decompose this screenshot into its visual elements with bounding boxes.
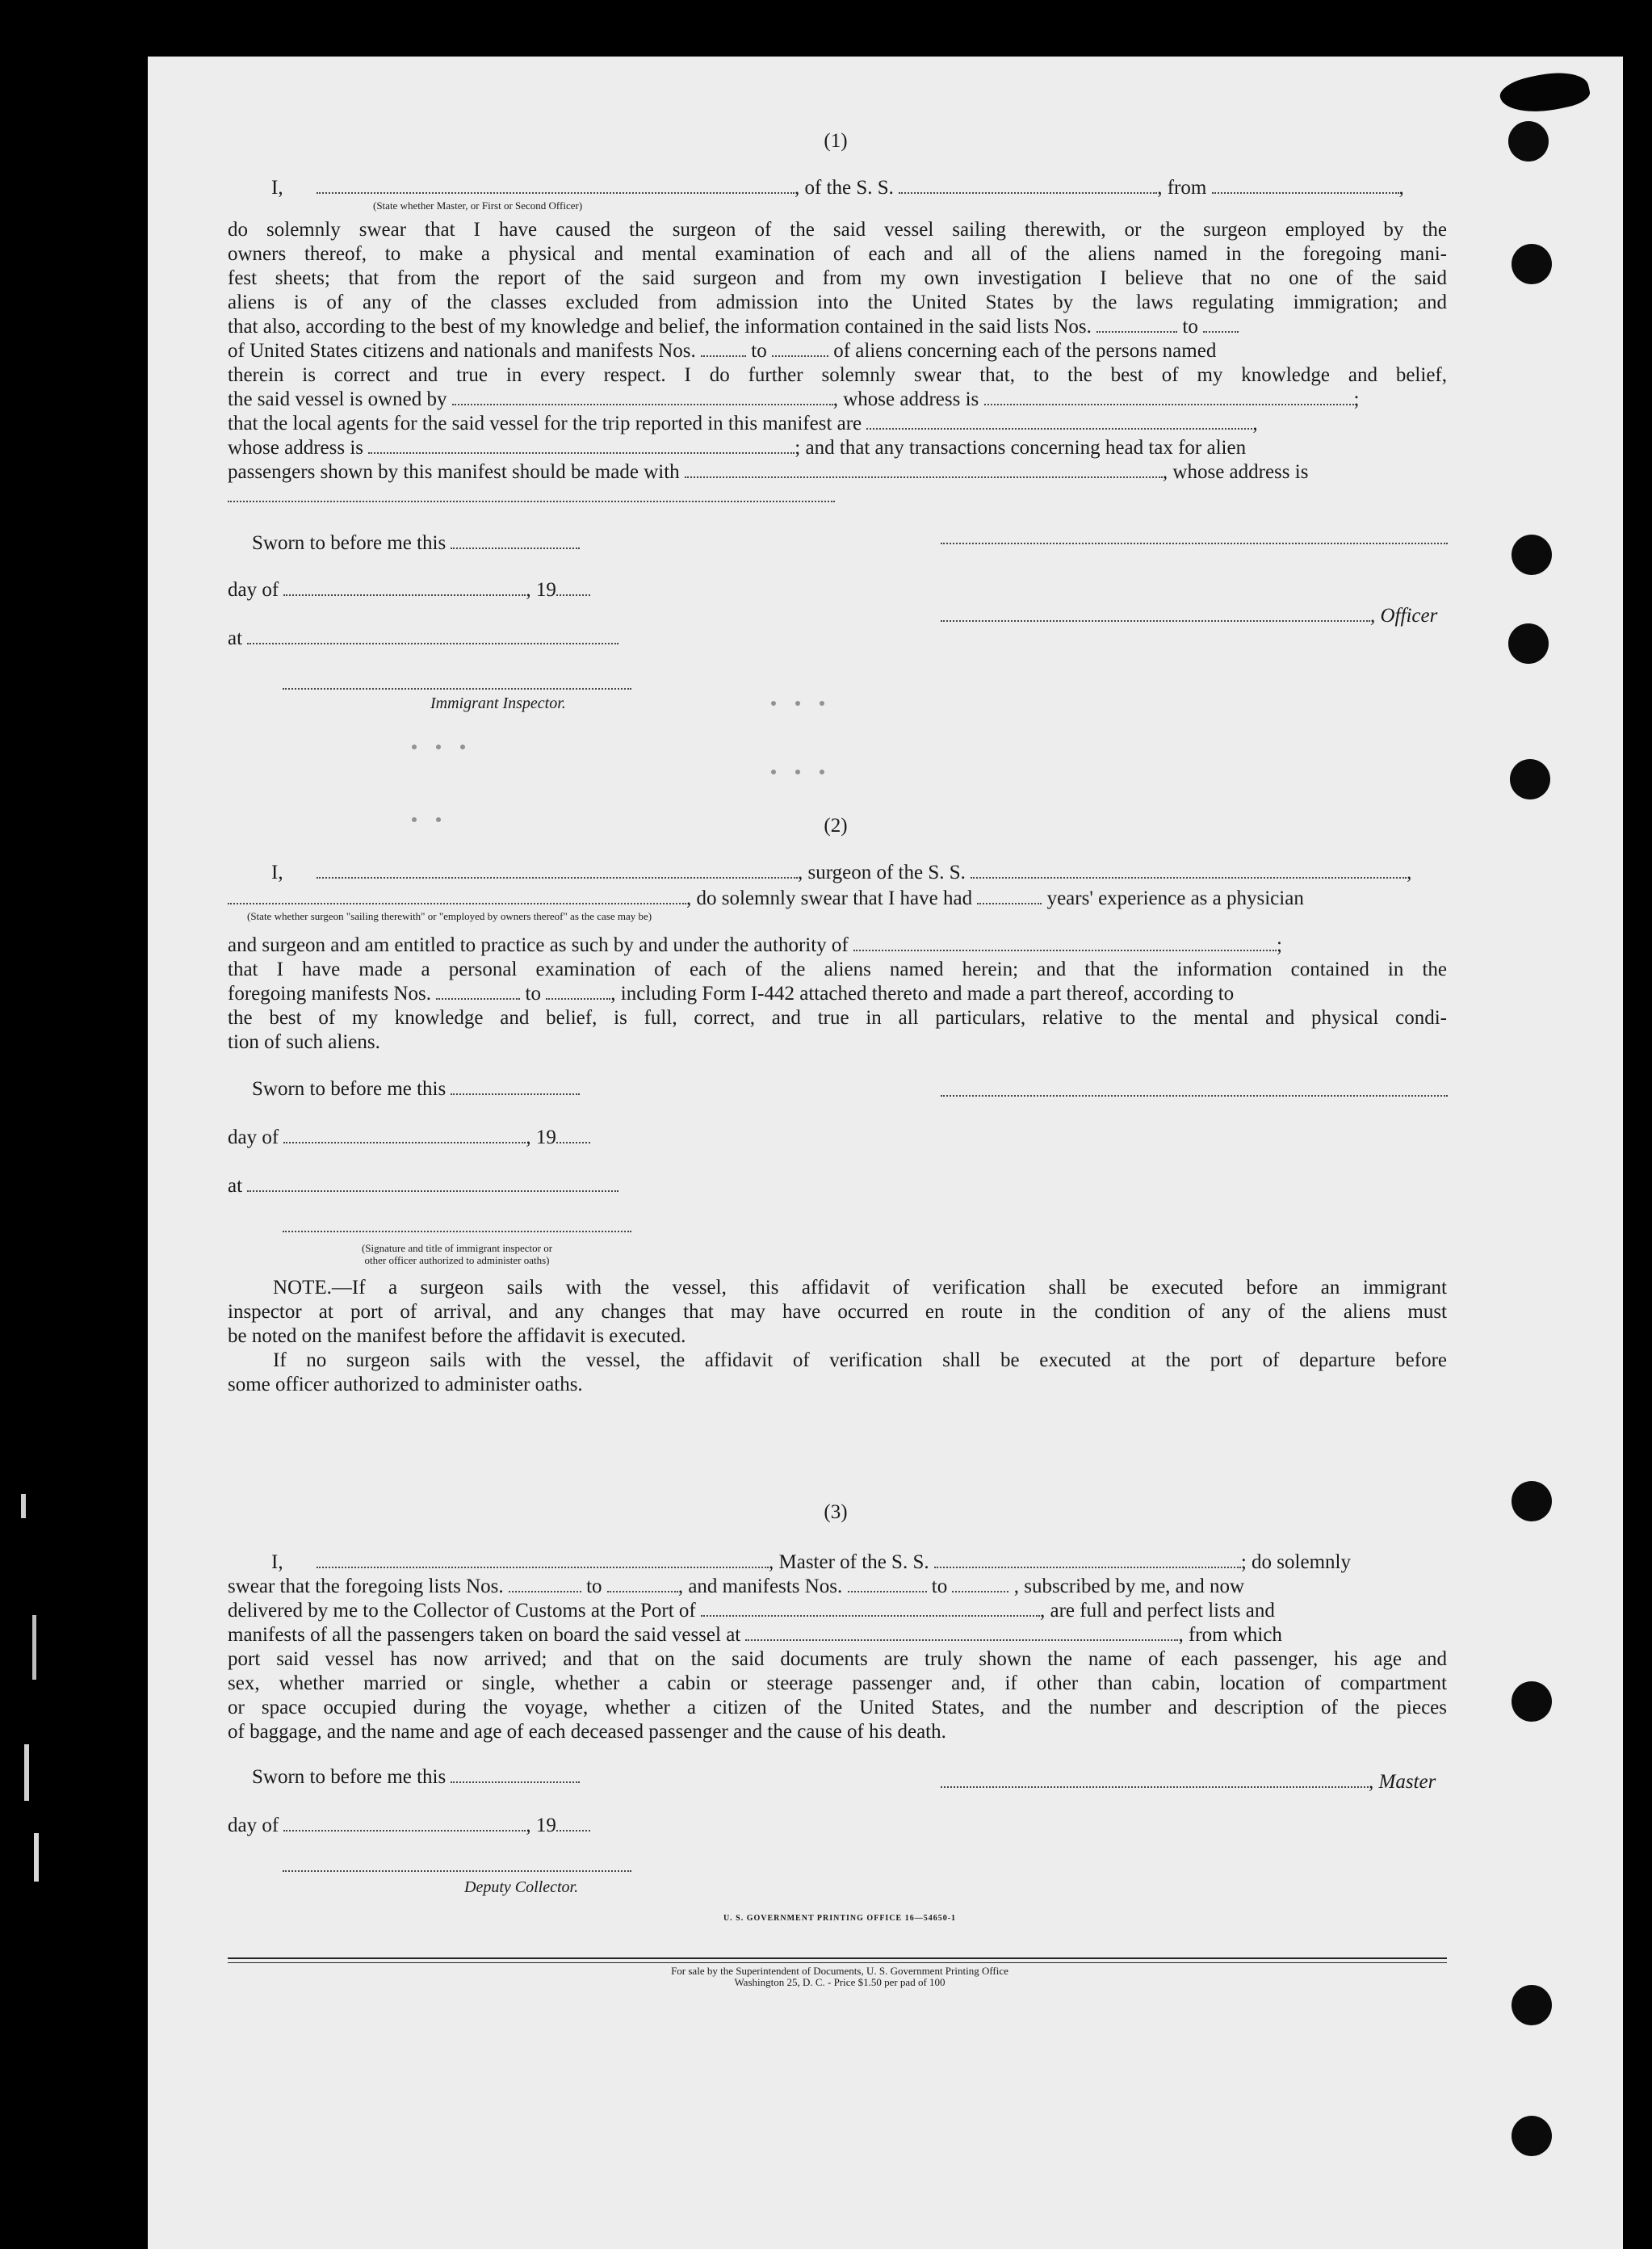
s3-line-1: I, , Master of the S. S. ; do solemnly [271,1551,1351,1573]
s3-sworn: Sworn to before me this [252,1765,580,1790]
s1-text-line: aliens is of any of the classes excluded from admission into the United States by the laws regulating immigration; and [228,292,1447,313]
punch-hole [1512,535,1552,575]
punch-hole [1512,1681,1552,1722]
punch-hole [1512,244,1552,284]
s3-text-line: sex, whether married or single, whether a cabin or steerage passenger and, if other than cabin, location of compartment [228,1672,1447,1694]
s2-sworn: Sworn to before me this [252,1077,580,1101]
s2-surgeon-signature-blank [941,1095,1448,1097]
section-3-number: (3) [824,1501,848,1523]
s3-master-line: , Master [941,1770,1436,1794]
s3-last-line: of baggage, and the name and age of each deceased passenger and the cause of his death. [228,1721,946,1743]
s1-immigrant-inspector: Immigrant Inspector. [430,694,566,712]
s2-line-2: , do solemnly swear that I have had years' experience as a physician [228,887,1304,911]
punch-hole [1512,1985,1552,2025]
s2-line-1: I, , surgeon of the S. S. , [271,862,1412,883]
s1-therein-line: therein is correct and true in every respect. I do further solemnly swear that, to the best of my knowledge and belief, [228,364,1447,386]
punch-hole [1508,623,1549,664]
s1-officer-note: (State whether Master, or First or Second Officer) [373,199,583,212]
s1-text-line: do solemnly swear that I have caused the surgeon of the said vessel sailing therewith, or the surgeon employed by the [228,219,1447,241]
s1-text-line: owners thereof, to make a physical and mental examination of each and all of the aliens named in the foregoing mani- [228,243,1447,265]
s3-line-2: swear that the foregoing lists Nos. to , and manifests Nos. to , subscribed by me, and now [228,1576,1245,1597]
s1-officer-signature-blank [941,543,1448,544]
section-1-number: (1) [824,130,848,152]
s1-agents-line: that the local agents for the said vessel for the trip reported in this manifest are , [228,413,1258,434]
s2-inspector-signature-blank [283,1231,631,1232]
gpo-imprint: U. S. GOVERNMENT PRINTING OFFICE 16—54650-1 [723,1914,957,1923]
s2-best-line: the best of my knowledge and belief, is full, correct, and true in all particulars, relative to the mental and physical condi- [228,1007,1447,1029]
s2-note2-last: some officer authorized to administer oaths. [228,1374,583,1395]
s2-such-line: tion of such aliens. [228,1031,380,1053]
s1-officer-line: , Officer [941,604,1437,628]
s2-note-last: be noted on the manifest before the affidavit is executed. [228,1325,686,1347]
s2-at: at [228,1174,618,1198]
s3-deputy-collector: Deputy Collector. [464,1878,579,1896]
s2-note2-line: If no surgeon sails with the vessel, the affidavit of verification shall be executed at the port of departure before [273,1349,1447,1371]
punch-hole [1508,121,1549,162]
footer-rule-thin [228,1962,1447,1963]
footer-rule [228,1957,1447,1959]
s1-inspector-signature-blank [283,688,631,690]
section-2-number: (2) [824,815,848,837]
s3-line-3: delivered by me to the Collector of Customs at the Port of , are full and perfect lists and [228,1600,1275,1622]
s1-owner-line: the said vessel is owned by , whose address is ; [228,388,1360,410]
s1-text-line: fest sheets; that from the report of the said surgeon and from my own investigation I believe that no one of the said [228,267,1447,289]
s1-continuation-blank [228,501,835,502]
s2-surgeon-note: (State whether surgeon "sailing therewith" or "employed by owners thereof" as the case may be) [247,910,652,922]
s3-text-line: port said vessel has now arrived; and that on the said documents are truly shown the name of each passenger, his age and [228,1648,1447,1670]
punch-hole [1510,759,1550,799]
s1-lists-line: that also, according to the best of my knowledge and belief, the information contained in the said lists Nos. to [228,315,1239,339]
s2-day-of: day of , 19 [228,1126,590,1150]
s1-citizens-line: of United States citizens and nationals and manifests Nos. to of aliens concerning each of the persons named [228,340,1217,362]
s2-authority-line: and surgeon and am entitled to practice as such by and under the authority of ; [228,934,1282,956]
s3-line-4: manifests of all the passengers taken on board the said vessel at , from which [228,1624,1282,1646]
s3-text-line: or space occupied during the voyage, whether a citizen of the United States, and the number and description of the pieces [228,1697,1447,1718]
s1-at: at [228,627,618,651]
sale-notice: For sale by the Superintendent of Documents, U. S. Government Printing Office Washington 25, D. C. - Price $1.50 per pad of 100 [671,1965,1008,1988]
s1-address-line: whose address is ; and that any transactions concerning head tax for alien [228,437,1247,459]
s2-note-line: NOTE.—If a surgeon sails with the vessel, this affidavit of verification shall be executed before an immigrant [273,1277,1447,1299]
s2-note-line: inspector at port of arrival, and any changes that may have occurred en route in the condition of any of the aliens must [228,1301,1447,1323]
punch-hole [1512,2116,1552,2156]
s2-foregoing-line: foregoing manifests Nos. to , including Form I-442 attached thereto and made a part thereof, according to [228,983,1235,1005]
s2-signature-note: (Signature and title of immigrant inspector or other officer authorized to administer oaths) [361,1242,553,1266]
s2-examined-line: that I have made a personal examination of each of the aliens named herein; and that the information contained in the [228,959,1447,980]
s3-collector-signature-blank [283,1870,631,1872]
punch-hole [1512,1481,1552,1521]
s1-line-1: I, , of the S. S. , from , [271,177,1404,199]
s1-passengers-line: passengers shown by this manifest should be made with , whose address is [228,461,1309,483]
s1-day-of: day of , 19 [228,578,590,602]
s3-day-of: day of , 19 [228,1814,590,1838]
s1-sworn: Sworn to before me this [252,531,580,556]
